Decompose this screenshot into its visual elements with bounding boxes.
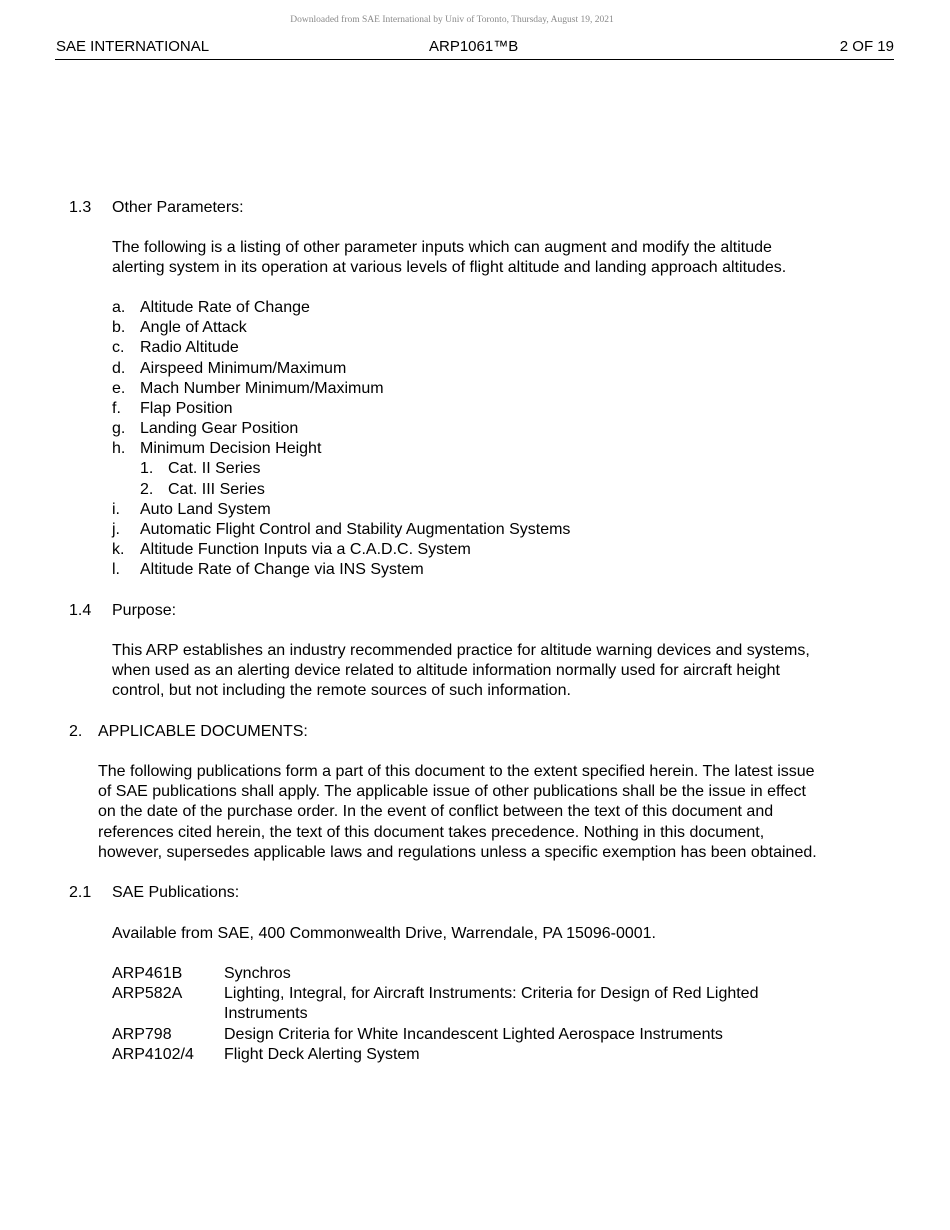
reference-title: Flight Deck Alerting System [224, 1046, 420, 1063]
reference-code: ARP461B [112, 965, 183, 982]
section-1-3-intro [112, 238, 786, 278]
paragraph-line: however, supersedes applicable laws and regulations unless a specific exemption has been obtained. [98, 843, 817, 861]
reference-title-continuation: Instruments [224, 1005, 308, 1022]
list-item-label: h. [112, 440, 126, 457]
list-item-label: f. [112, 400, 121, 417]
section-2-title: APPLICABLE DOCUMENTS: [98, 723, 308, 740]
reference-code: ARP798 [112, 1026, 172, 1043]
section-1-3-number: 1.3 [69, 199, 92, 216]
reference-code: ARP4102/4 [112, 1046, 194, 1063]
reference-code: ARP582A [112, 985, 183, 1002]
list-item-text: Auto Land System [140, 501, 271, 518]
section-1-3-title: Other Parameters: [112, 199, 244, 216]
sub-list-item-text: Cat. II Series [168, 460, 261, 477]
section-1-4-title: Purpose: [112, 602, 177, 619]
paragraph-line: on the date of the purchase order. In the event of conflict between the text of this document and [98, 803, 774, 821]
list-item-label: b. [112, 319, 126, 336]
availability-statement: Available from SAE, 400 Commonwealth Drive, Warrendale, PA 15096-0001. [112, 925, 656, 942]
header-document-id: ARP1061™B [429, 38, 519, 55]
download-watermark: Downloaded from SAE International by Univ of Toronto, Thursday, August 19, 2021 [290, 15, 614, 25]
list-item-label: l. [112, 561, 120, 578]
header-page-number: 2 OF 19 [839, 38, 894, 55]
sub-list-item-label: 1. [140, 460, 154, 477]
paragraph-line: The following publications form a part of this document to the extent specified herein. The latest issue [98, 763, 815, 780]
paragraph-line: The following is a listing of other parameter inputs which can augment and modify the altitude [112, 239, 772, 256]
paragraph-line: alerting system in its operation at various levels of flight altitude and landing approach altitudes. [112, 259, 787, 277]
list-item-label: c. [112, 339, 125, 356]
list-item-text: Altitude Rate of Change [140, 299, 310, 316]
list-item-label: k. [112, 541, 125, 558]
reference-title: Synchros [224, 965, 291, 982]
list-item-text: Automatic Flight Control and Stability Augmentation Systems [140, 521, 571, 538]
reference-title: Lighting, Integral, for Aircraft Instruments: Criteria for Design of Red Lighted [224, 985, 759, 1002]
reference-title: Design Criteria for White Incandescent Lighted Aerospace Instruments [224, 1026, 723, 1043]
paragraph-line: when used as an alerting device related to altitude information normally used for aircraft height [112, 662, 780, 680]
paragraph-line: This ARP establishes an industry recommended practice for altitude warning devices and systems, [112, 642, 810, 659]
header-rule [55, 59, 894, 60]
list-item-label: d. [112, 360, 126, 377]
list-item-text: Airspeed Minimum/Maximum [140, 360, 347, 377]
list-item-label: e. [112, 380, 126, 397]
sub-list-item-text: Cat. III Series [168, 481, 265, 498]
section-2-1-number: 2.1 [69, 884, 92, 901]
list-item-text: Minimum Decision Height [140, 440, 322, 457]
list-item-text: Angle of Attack [140, 319, 247, 336]
list-item-label: i. [112, 501, 120, 518]
list-item-label: a. [112, 299, 126, 316]
section-2-number: 2. [69, 723, 83, 740]
list-item-text: Altitude Rate of Change via INS System [140, 561, 424, 578]
paragraph-line: control, but not including the remote sources of such information. [112, 682, 571, 700]
paragraph-line: references cited herein, the text of this document takes precedence. Nothing in this document, [98, 823, 765, 841]
list-item-text: Landing Gear Position [140, 420, 299, 437]
sub-list-item-label: 2. [140, 481, 154, 498]
list-item-label: g. [112, 420, 126, 437]
header-organization: SAE INTERNATIONAL [56, 38, 210, 55]
list-item-text: Mach Number Minimum/Maximum [140, 380, 384, 397]
list-item-label: j. [112, 521, 120, 538]
section-1-4-body [112, 641, 810, 702]
list-item-text: Flap Position [140, 400, 233, 417]
list-item-text: Altitude Function Inputs via a C.A.D.C. System [140, 541, 471, 558]
list-item-text: Radio Altitude [140, 339, 239, 356]
section-2-body [98, 762, 817, 863]
section-2-1-title: SAE Publications: [112, 884, 240, 901]
paragraph-line: of SAE publications shall apply. The applicable issue of other publications shall be the issue in effect [98, 783, 806, 801]
section-1-4-number: 1.4 [69, 602, 92, 619]
